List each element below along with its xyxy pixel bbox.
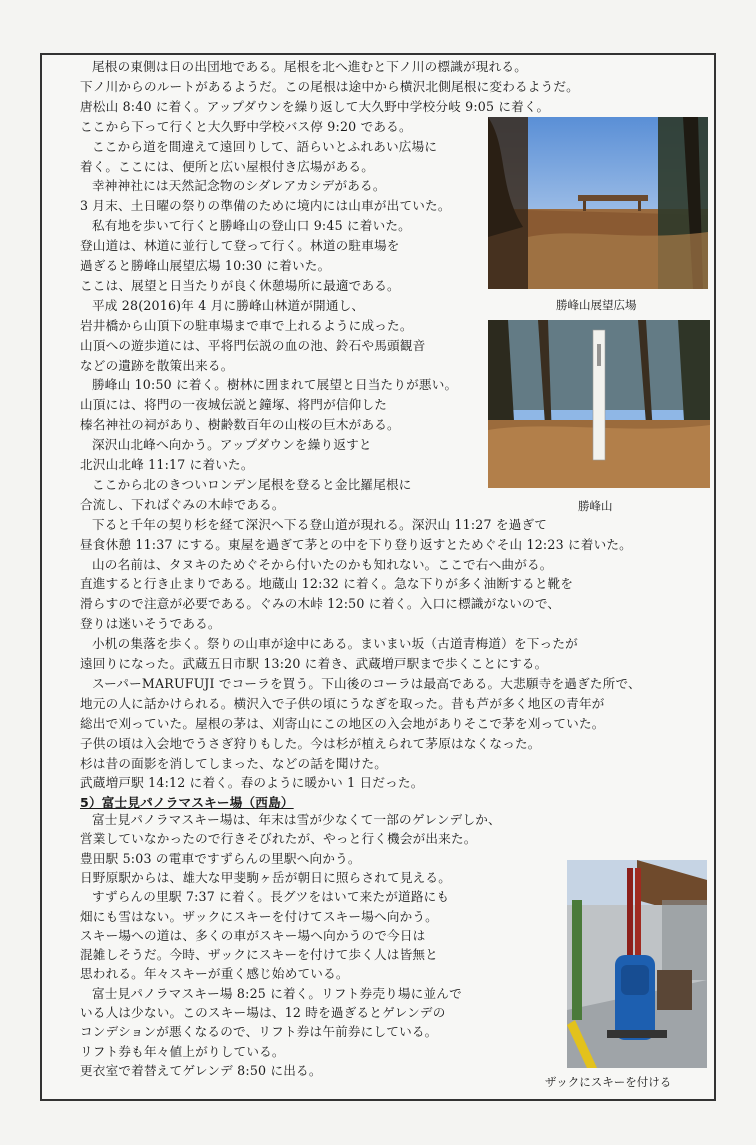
text-line: リフト券も年々値上がりしている。 xyxy=(80,1043,285,1059)
text-line: 滑らすので注意が必要である。ぐみの木峠 12:50 に着く。入口に標識がないので、 xyxy=(80,596,561,612)
text-line: ここは、展望と日当たりが良く休憩場所に最適である。 xyxy=(80,277,400,293)
text-line: 合流し、下ればぐみの木峠である。 xyxy=(80,496,285,512)
text-line: 勝峰山 10:50 に着く。樹林に囲まれて展望と日当たりが悪い。 xyxy=(92,377,458,393)
text-line: スーパーMARUFUJI でコーラを買う。下山後のコーラは最高である。大悲願寺を過ぎた所で、 xyxy=(92,675,641,691)
text-line: 豊田駅 5:03 の電車ですずらんの里駅へ向かう。 xyxy=(80,850,361,866)
text-line: 小机の集落を歩く。祭りの山車が途中にある。まいまい坂（古道青梅道）を下ったが xyxy=(92,636,578,652)
text-line: 直進すると行き止まりである。地蔵山 12:32 に着く。急な下りが多く油断すると靴を xyxy=(80,576,574,592)
text-line: 更衣室で着替えてゲレンデ 8:50 に出る。 xyxy=(80,1062,322,1078)
text-line: 私有地を歩いて行くと勝峰山の登山口 9:45 に着いた。 xyxy=(92,218,411,234)
text-line: 登りは迷いそうである。 xyxy=(80,616,221,632)
text-line: 下ると千年の契り杉を経て深沢へ下る登山道が現れる。深沢山 11:27 を過ぎて xyxy=(92,516,548,532)
text-line: 山頂への遊歩道には、平将門伝説の血の池、鈴石や馬頭観音 xyxy=(80,337,426,353)
text-line: 過ぎると勝峰山展望広場 10:30 に着いた。 xyxy=(80,258,331,273)
text-line: 唐松山 8:40 に着く。アップダウンを繰り返して大久野中学校分岐 9:05 に着く。 xyxy=(80,98,550,114)
text-line: 昼食休憩 11:37 にする。東屋を過ぎて茅との中を下り登り返すとためぐそ山 12:23 に着いた。 xyxy=(80,536,632,552)
text-line: 平成 28(2016)年 4 月に勝峰山林道が開通し、 xyxy=(92,297,365,313)
text-line: 幸神神社には天然記念物のシダレアカシデがある。 xyxy=(92,178,386,194)
text-line: 3 月末、土日曜の祭りの準備のために境内には山車が出ていた。 xyxy=(80,198,451,214)
caption-photo-2: 勝峰山 xyxy=(578,499,613,513)
text-line: ここから道を間違えて遠回りして、語らいとふれあい広場に xyxy=(92,138,438,154)
text-line: 混雑しそうだ。今時、ザックにスキーを付けて歩く人は皆無と xyxy=(80,947,438,963)
text-line: 思われる。年々スキーが重く感じ始めている。 xyxy=(80,966,349,982)
photo-summit xyxy=(488,320,710,488)
text-line: 畑にも雪はない。ザックにスキーを付けてスキー場へ向かう。 xyxy=(80,908,438,924)
text-line: ここから北のきついロンデン尾根を登ると金比羅尾根に xyxy=(92,476,412,492)
text-line: 山の名前は、タヌキのためぐそから付いたのかも知れない。ここで右へ曲がる。 xyxy=(92,556,553,572)
text-line: 日野原駅からは、雄大な甲斐駒ヶ岳が朝日に照らされて見える。 xyxy=(80,869,452,885)
text-line: いる人は少ない。このスキー場は、12 時を過ぎるとゲレンデの xyxy=(80,1005,446,1020)
text-line: 山頂には、将門の一夜城伝説と鐘塚、将門が信仰した xyxy=(80,397,388,413)
text-line: 岩井橋から山頂下の駐車場まで車で上れるように成った。 xyxy=(80,317,413,333)
text-line: 尾根の東側は日の出団地である。尾根を北へ進むと下ノ川の標識が現れる。 xyxy=(92,59,527,74)
photo-backpack-ski xyxy=(567,860,707,1068)
text-line: 富士見パノラマスキー場は、年末は雪が少なくて一部のゲレンデしか、 xyxy=(92,812,501,827)
text-line: 営業していなかったので行きそびれたが、やっと行く機会が出来た。 xyxy=(80,831,477,847)
caption-photo-3: ザックにスキーを付ける xyxy=(545,1075,672,1089)
text-line: 総出で刈っていた。屋根の茅は、刈寄山にこの地区の入会地がありそこで茅を刈っていた。 xyxy=(80,715,605,731)
caption-photo-1: 勝峰山展望広場 xyxy=(556,298,637,312)
text-line: 遠回りになった。武蔵五日市駅 13:20 に着き、武蔵増戸駅まで歩くことにする。 xyxy=(80,656,548,671)
photo-observation-plaza xyxy=(488,117,708,289)
text-line: 着く。ここには、便所と広い屋根付き広場がある。 xyxy=(80,158,375,174)
text-line: 北沢山北峰 11:17 に着いた。 xyxy=(80,457,254,472)
text-line: 武蔵増戸駅 14:12 に着く。春のように暖かい 1 日だった。 xyxy=(80,775,424,791)
text-line: スキー場への道は、多くの車がスキー場へ向かうので今日は xyxy=(80,927,426,943)
text-line: などの遺跡を散策出来る。 xyxy=(80,357,234,373)
text-line: 富士見パノラマスキー場 8:25 に着く。リフト券売り場に並んで xyxy=(92,985,462,1001)
text-line: 榛名神社の祠があり、樹齢数百年の山桜の巨木がある。 xyxy=(80,417,400,433)
text-line: コンデションが悪くなるので、リフト券は午前券にしている。 xyxy=(80,1024,438,1040)
text-line: 杉は昔の面影を消してしまった、などの話を聞けた。 xyxy=(80,755,388,771)
section-heading: 5）富士見パノラマスキー場（西島） xyxy=(80,795,294,810)
text-line: すずらんの里駅 7:37 に着く。長グツをはいて来たが道路にも xyxy=(92,889,450,905)
text-line: ここから下って行くと大久野中学校バス停 9:20 である。 xyxy=(80,118,412,134)
text-line: 下ノ川からのルートがあるようだ。この尾根は途中から横沢北側尾根に変わるようだ。 xyxy=(80,78,579,94)
text-line: 子供の頃は入会地でうさぎ狩りもした。今は杉が植えられて茅原はなくなった。 xyxy=(80,735,541,751)
text-line: 深沢山北峰へ向かう。アップダウンを繰り返すと xyxy=(92,437,372,453)
text-line: 地元の人に話かけられる。横沢入で子供の頃にうなぎを取った。昔も芦が多く地区の青年が xyxy=(80,695,605,711)
text-line: 登山道は、林道に並行して登って行く。林道の駐車場を xyxy=(80,238,400,254)
